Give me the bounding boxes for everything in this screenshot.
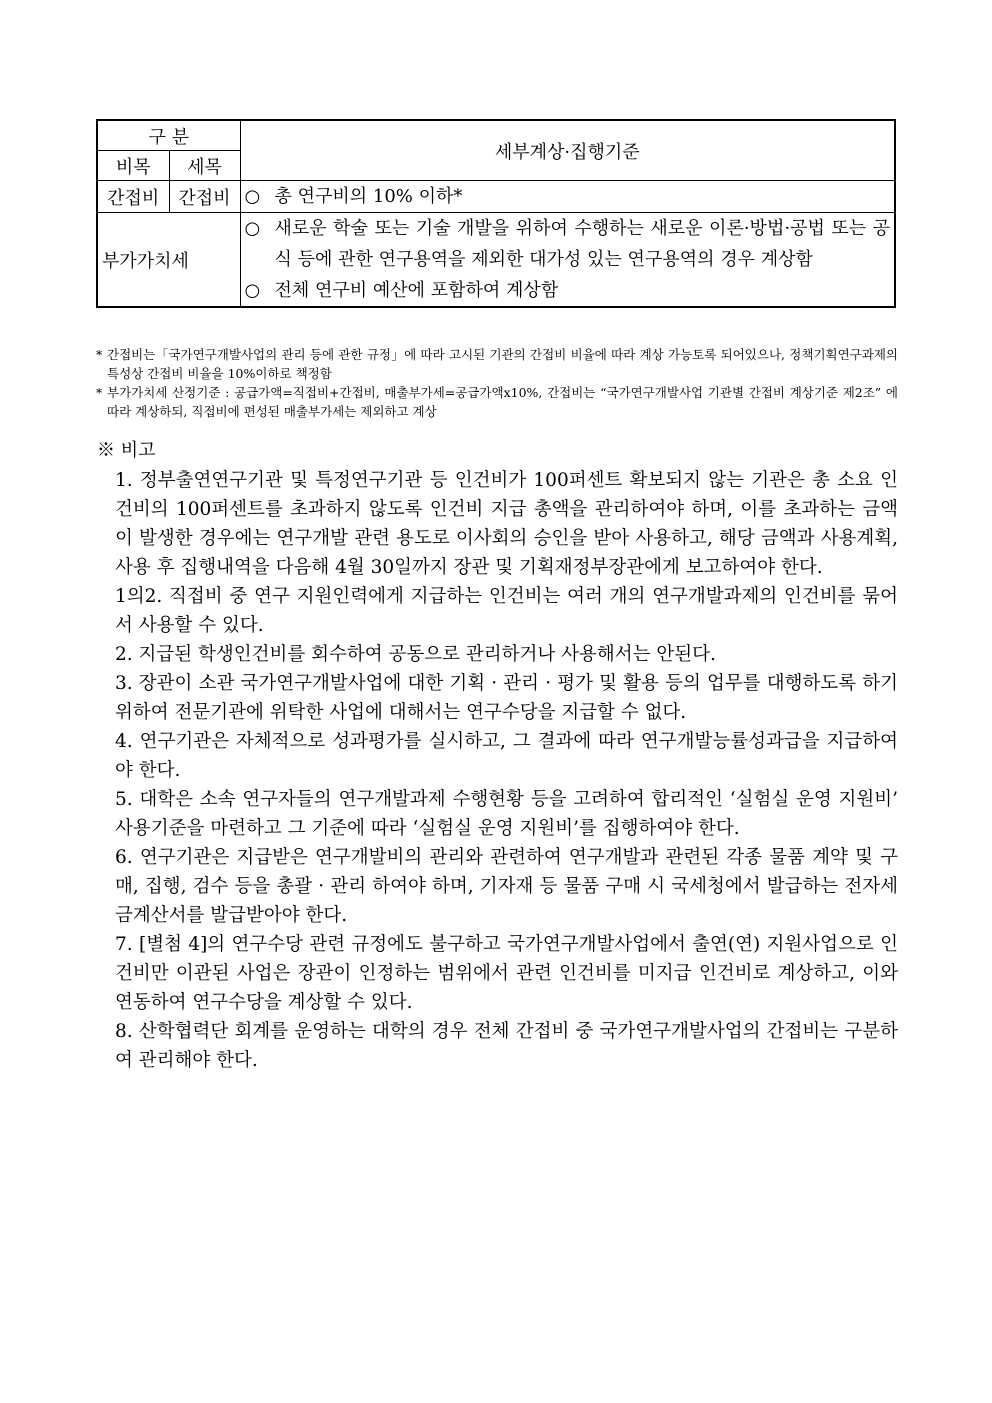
footnote	[96, 383, 898, 421]
remark-item: 1의2. 직접비 중 연구 지원인력에게 지급하는 인건비는 여러 개의 연구개발과제의 인건비를 묶어서 사용할 수 있다.	[115, 586, 898, 636]
footnote	[96, 345, 898, 383]
circle-bullet: ○	[244, 280, 261, 301]
item-cell: 부가가치세	[97, 213, 240, 308]
remark-item: 7. [별첨 4]의 연구수당 관련 규정에도 불구하고 국가연구개발사업에서 출연(연) 지원사업으로 인건비만 이관된 사업은 장관이 인정하는 범위에서 관련 인건비를 미지급 인건비로 계상하고, 이와 연동하여 연구수당을 계상할 수 있다.	[115, 934, 898, 1013]
footnote-marker: *	[96, 347, 103, 362]
subitem-cell: 간접비	[169, 181, 240, 213]
circle-bullet: ○	[244, 186, 261, 207]
budget-criteria-table	[96, 119, 896, 308]
remark-item: 3. 장관이 소관 국가연구개발사업에 대한 기획 · 관리 · 평가 및 활용 등의 업무를 대행하도록 하기 위하여 전문기관에 위탁한 사업에 대해서는 연구수당을 지급할 수 없다.	[115, 673, 898, 723]
header-item-cell: 비목	[97, 151, 169, 181]
remark-item: 1. 정부출연연구기관 및 특정연구기관 등 인건비가 100퍼센트 확보되지 않는 기관은 총 소요 인건비의 100퍼센트를 초과하지 않도록 인건비 지급 총액을 관리하여야 하며, 이를 초과하는 금액이 발생한 경우에는 연구개발 관련 용도로 이사회의 승인을 받아 사용하고, 해당 금액과 사용계획, 사용 후 집행내역을 다음해 4월 30일까지 장관 및 기획재정부장관에게 보고하여야 한다.	[115, 470, 898, 578]
remark-item: 6. 연구기관은 지급받은 연구개발비의 관리와 관련하여 연구개발과 관련된 각종 물품 계약 및 구매, 집행, 검수 등을 총괄 · 관리 하여야 하며, 기자재 등 물품 구매 시 국세청에서 발급하는 전자세금계산서를 발급받아야 한다.	[115, 847, 898, 926]
remark-item: 4. 연구기관은 자체적으로 성과평가를 실시하고, 그 결과에 따라 연구개발능률성과급을 지급하여야 한다.	[115, 731, 898, 781]
detail-cell	[240, 213, 895, 308]
footnotes	[96, 345, 898, 421]
header-group-cell: 구 분	[97, 120, 240, 151]
header-subitem-cell: 세목	[169, 151, 240, 181]
table-row-vat	[97, 213, 895, 308]
remarks-list	[115, 466, 898, 1075]
criteria-option	[245, 213, 891, 275]
table-header-row	[97, 120, 895, 151]
option-text: 새로운 학술 또는 기술 개발을 위하여 수행하는 새로운 이론·방법·공법 또는 공식 등에 관한 연구용역을 제외한 대가성 있는 연구용역의 경우 계상함	[274, 218, 890, 270]
option-text: 전체 연구비 예산에 포함하여 계상함	[274, 280, 559, 301]
remark-item: 2. 지급된 학생인건비를 회수하여 공동으로 관리하거나 사용해서는 안된다.	[115, 644, 716, 665]
detail-cell	[240, 181, 895, 213]
criteria-option	[245, 275, 891, 306]
remark-item: 5. 대학은 소속 연구자들의 연구개발과제 수행현황 등을 고려하여 합리적인 ‘실험실 운영 지원비’ 사용기준을 마련하고 그 기준에 따라 ‘실험실 운영 지원비’를 집행하여야 한다.	[115, 789, 898, 839]
footnote-text: 간접비는「국가연구개발사업의 관리 등에 관한 규정」에 따라 고시된 기관의 간접비 비율에 따라 계상 가능토록 되어있으나, 정책기획연구과제의 특성상 간접비 비율을 10%이하로 책정함	[107, 347, 898, 381]
footnote-text: 부가가치세 산정기준 : 공급가액=직접비+간접비, 매출부가세=공급가액x10%, 간접비는 “국가연구개발사업 기관별 간접비 계상기준 제2조” 에 따라 계상하되, 직접비에 편성된 매출부가세는 제외하고 계상	[107, 385, 898, 419]
footnote-marker: *	[96, 385, 103, 400]
criteria-option	[245, 181, 891, 212]
remarks-heading: ※ 비고	[97, 440, 156, 461]
circle-bullet: ○	[244, 218, 261, 239]
table-row-indirect-cost	[97, 181, 895, 213]
item-cell: 간접비	[97, 181, 169, 213]
remark-item: 8. 산학협력단 회계를 운영하는 대학의 경우 전체 간접비 중 국가연구개발사업의 간접비는 구분하여 관리해야 한다.	[115, 1021, 898, 1071]
option-text: 총 연구비의 10% 이하*	[274, 186, 463, 207]
header-detail-cell: 세부계상·집행기준	[240, 120, 895, 181]
